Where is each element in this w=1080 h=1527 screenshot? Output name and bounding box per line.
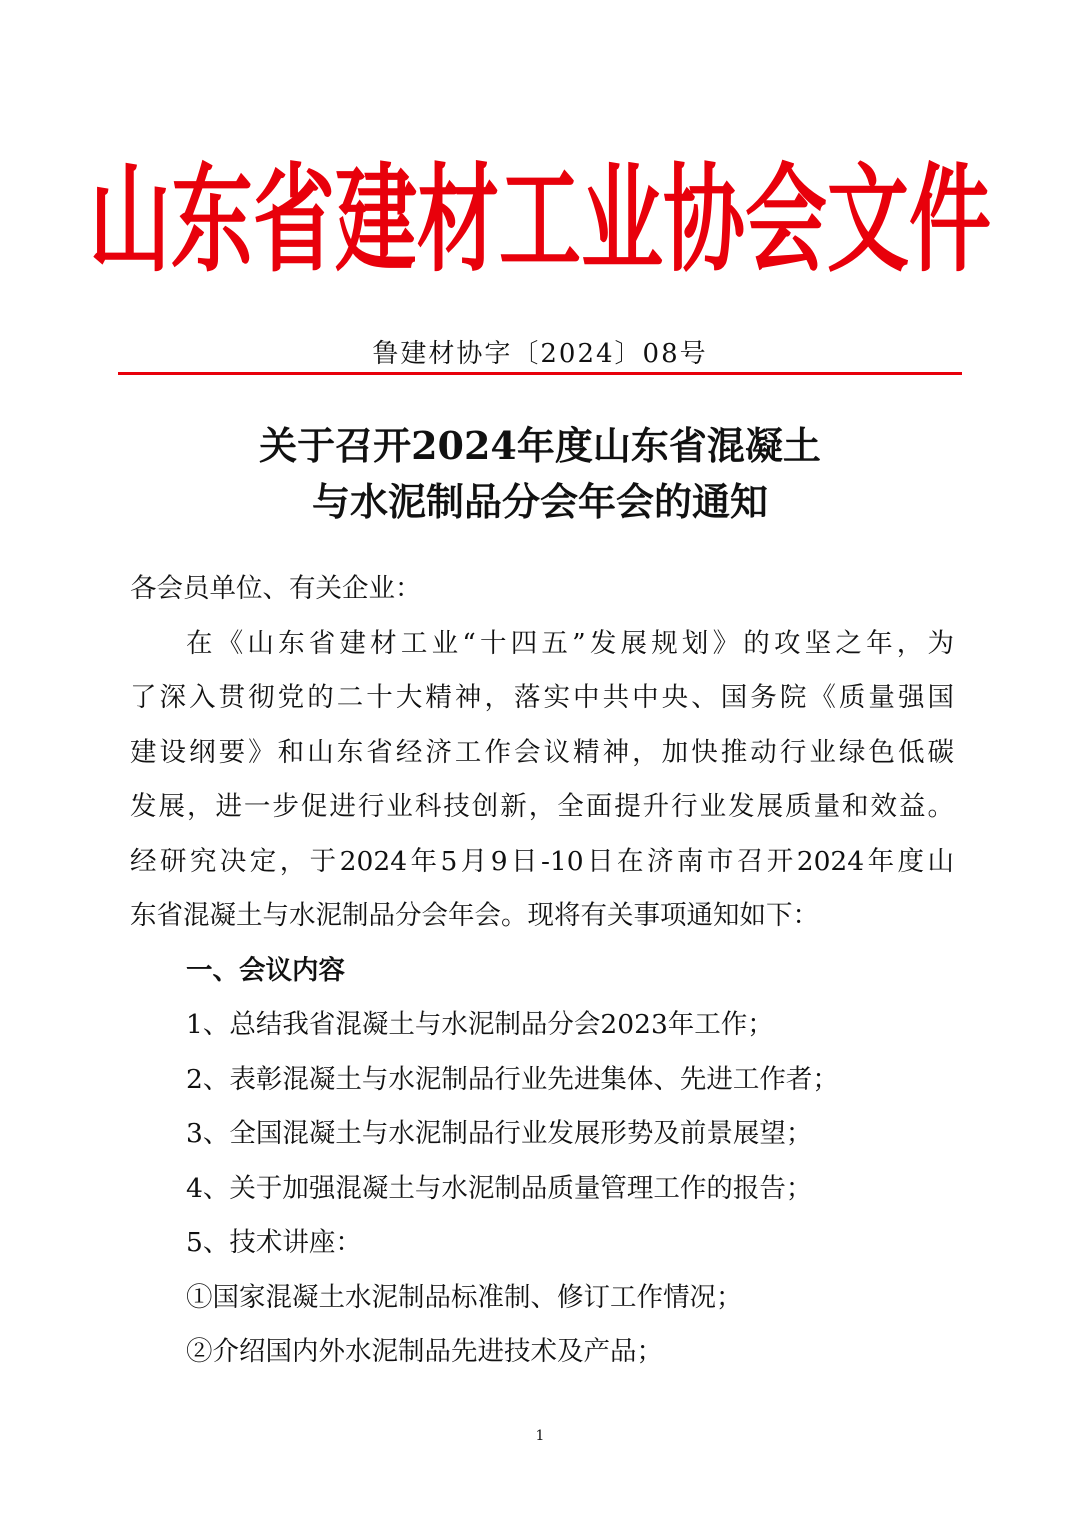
agenda-item: 3、全国混凝土与水泥制品行业发展形势及前景展望； — [186, 1118, 813, 1149]
lecture-sublist — [130, 1271, 954, 1380]
paragraph-line: 在《山东省建材工业“十四五”发展规划》的攻坚之年，为 — [186, 627, 954, 659]
agenda-list — [130, 998, 954, 1271]
notice-title-line-2: 与水泥制品分会年会的通知 — [311, 479, 768, 524]
agenda-item: 4、关于加强混凝土与水泥制品质量管理工作的报告； — [186, 1172, 813, 1204]
document-number: 鲁建材协字〔2024〕08号 — [372, 339, 708, 369]
agenda-item: 1、总结我省混凝土与水泥制品分会2023年工作； — [186, 1009, 774, 1040]
red-divider-rule — [118, 372, 962, 375]
intro-paragraph — [130, 617, 954, 944]
document-masthead: 山东省建材工业协会文件 — [88, 152, 991, 289]
page-number: 1 — [535, 1428, 545, 1444]
lecture-subitem: ①国家混凝土水泥制品标准制、修订工作情况； — [186, 1281, 743, 1313]
paragraph-line: 经研究决定，于2024年5月9日-10日在济南市召开2024年度山 — [130, 845, 954, 877]
agenda-item: 5、技术讲座： — [186, 1227, 362, 1258]
agenda-item: 2、表彰混凝土与水泥制品行业先进集体、先进工作者； — [186, 1063, 839, 1095]
notice-body — [130, 562, 954, 1380]
paragraph-line: 建设纲要》和山东省经济工作会议精神，加快推动行业绿色低碳 — [130, 736, 954, 768]
paragraph-line: 东省混凝土与水泥制品分会年会。现将有关事项通知如下： — [130, 900, 819, 931]
section-heading: 一、会议内容 — [186, 954, 345, 986]
notice-title — [0, 418, 1080, 530]
paragraph-line: 发展，进一步促进行业科技创新，全面提升行业发展质量和效益。 — [130, 791, 954, 822]
salutation: 各会员单位、有关企业： — [130, 573, 422, 604]
paragraph-line: 了深入贯彻党的二十大精神，落实中共中央、国务院《质量强国 — [130, 682, 954, 713]
lecture-subitem: ②介绍国内外水泥制品先进技术及产品； — [186, 1336, 663, 1367]
notice-title-line-1: 关于召开2024年度山东省混凝土 — [259, 423, 821, 468]
